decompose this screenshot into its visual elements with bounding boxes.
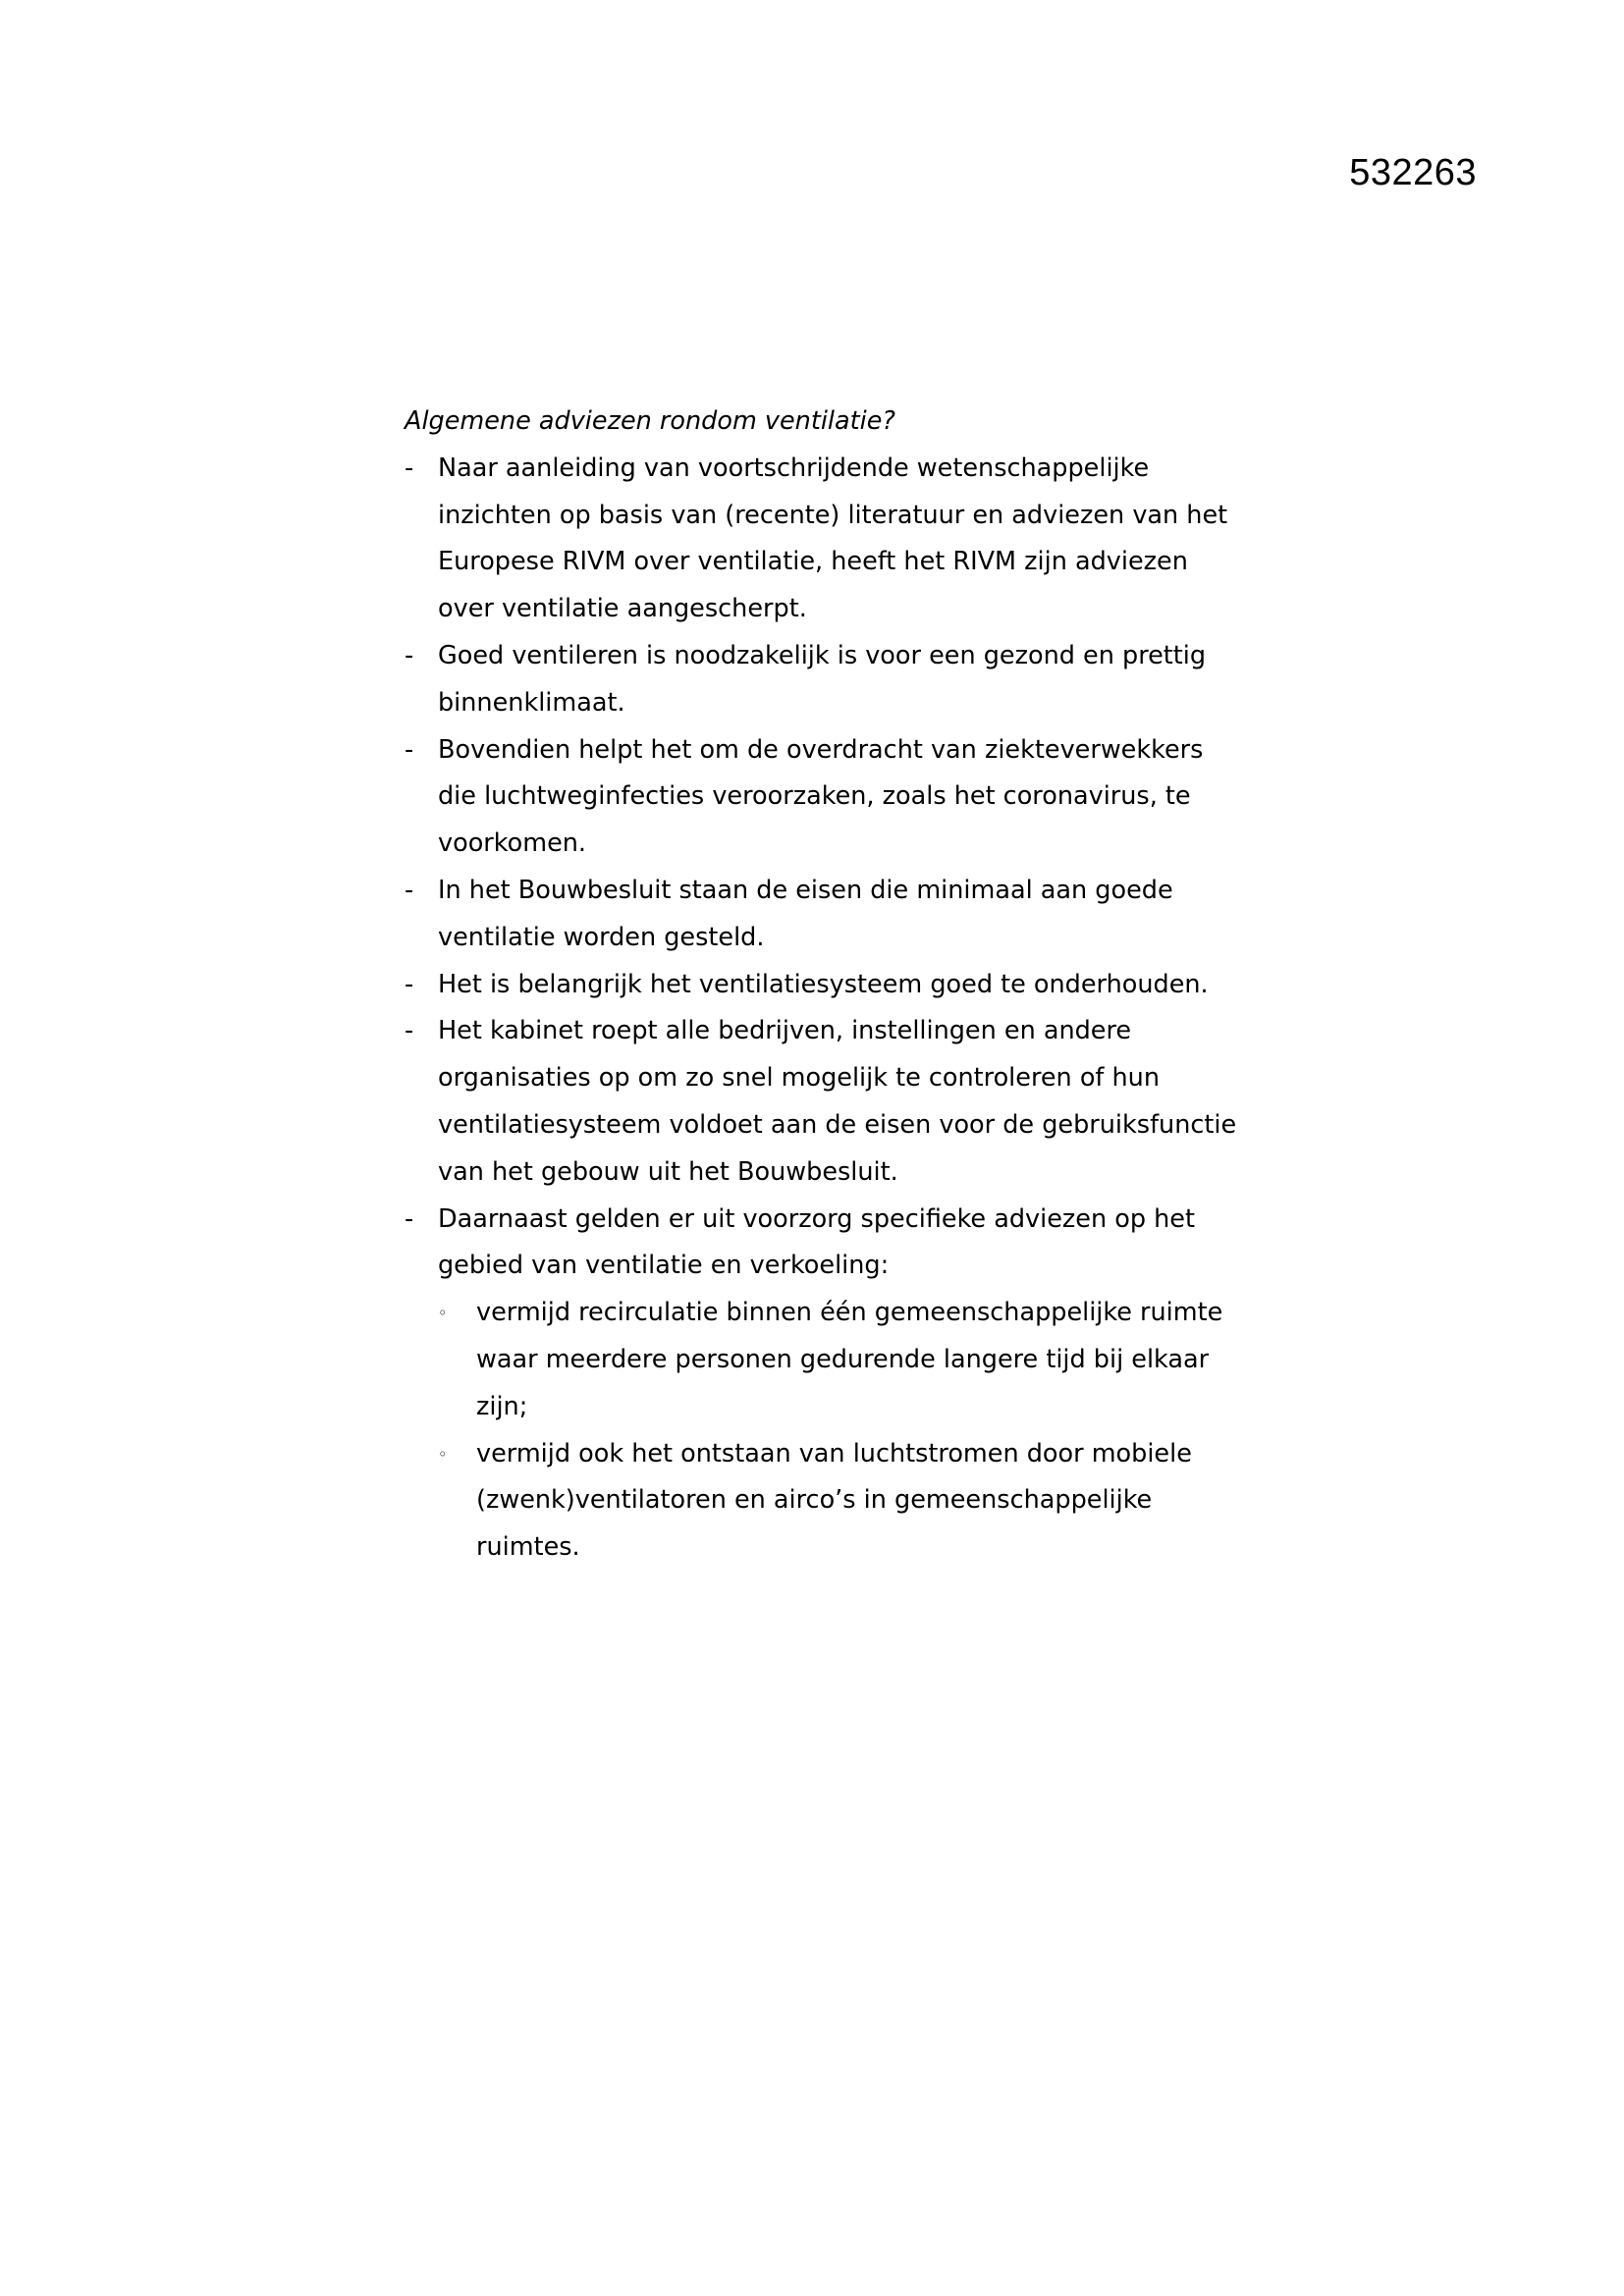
- dash-bullet: -: [405, 734, 414, 765]
- advice-item: [405, 1197, 1249, 1572]
- dash-bullet: -: [405, 875, 414, 905]
- advice-item-text: Het kabinet roept alle bedrijven, instellingen en andere organisaties op om zo snel mogelijk te controleren of hun ventilatiesysteem voldoet aan de eisen voor de gebruiksfunctie van het gebouw uit het Bouwbesluit.: [438, 1016, 1237, 1187]
- dash-bullet: -: [405, 1016, 414, 1046]
- sub-advice-item-text: vermijd ook het ontstaan van luchtstromen door mobiele (zwenk)ventilatoren en airco’s in gemeenschappelijke ruimtes.: [476, 1438, 1192, 1563]
- dash-bullet: -: [405, 640, 414, 670]
- advice-item-text: Bovendien helpt het om de overdracht van ziekteverwekkers die luchtweginfecties veroorzaken, zoals het coronavirus, te voorkomen.: [438, 734, 1204, 859]
- advice-item: [405, 446, 1249, 633]
- dash-bullet: -: [405, 1203, 414, 1234]
- section-heading: Algemene adviezen rondom ventilatie?: [405, 406, 895, 436]
- advice-section: [405, 399, 1249, 1572]
- advice-list: [405, 446, 1249, 1572]
- dash-bullet: -: [405, 453, 414, 483]
- sub-advice-item-text: vermijd recirculatie binnen één gemeenschappelijke ruimte waar meerdere personen gedurende langere tijd bij elkaar zijn;: [476, 1298, 1223, 1421]
- advice-item-text: Het is belangrijk het ventilatiesysteem goed te onderhouden.: [438, 969, 1209, 999]
- sub-advice-item: [438, 1431, 1249, 1572]
- advice-item-text: Naar aanleiding van voortschrijdende wetenschappelijke inzichten op basis van (recente) literatuur en adviezen van het Europese RIVM over ventilatie, heeft het RIVM zijn adviezen over ventilatie aangescherpt.: [438, 453, 1228, 624]
- advice-item-text: In het Bouwbesluit staan de eisen die minimaal aan goede ventilatie worden gesteld.: [438, 875, 1173, 952]
- circle-bullet-icon: ◦: [438, 1444, 448, 1464]
- document-number: 532263: [1349, 152, 1477, 193]
- advice-item: [405, 727, 1249, 868]
- advice-item: [405, 633, 1249, 727]
- sub-advice-list: [438, 1290, 1249, 1572]
- advice-item-text: Daarnaast gelden er uit voorzorg specifieke adviezen op het gebied van ventilatie en verkoeling:: [438, 1203, 1195, 1281]
- circle-bullet-icon: ◦: [438, 1304, 448, 1323]
- advice-item: [405, 1008, 1249, 1196]
- sub-advice-item: [438, 1290, 1249, 1430]
- advice-item: [405, 962, 1249, 1009]
- dash-bullet: -: [405, 969, 414, 999]
- advice-item-text: Goed ventileren is noodzakelijk is voor een gezond en prettig binnenklimaat.: [438, 640, 1207, 718]
- advice-item: [405, 868, 1249, 962]
